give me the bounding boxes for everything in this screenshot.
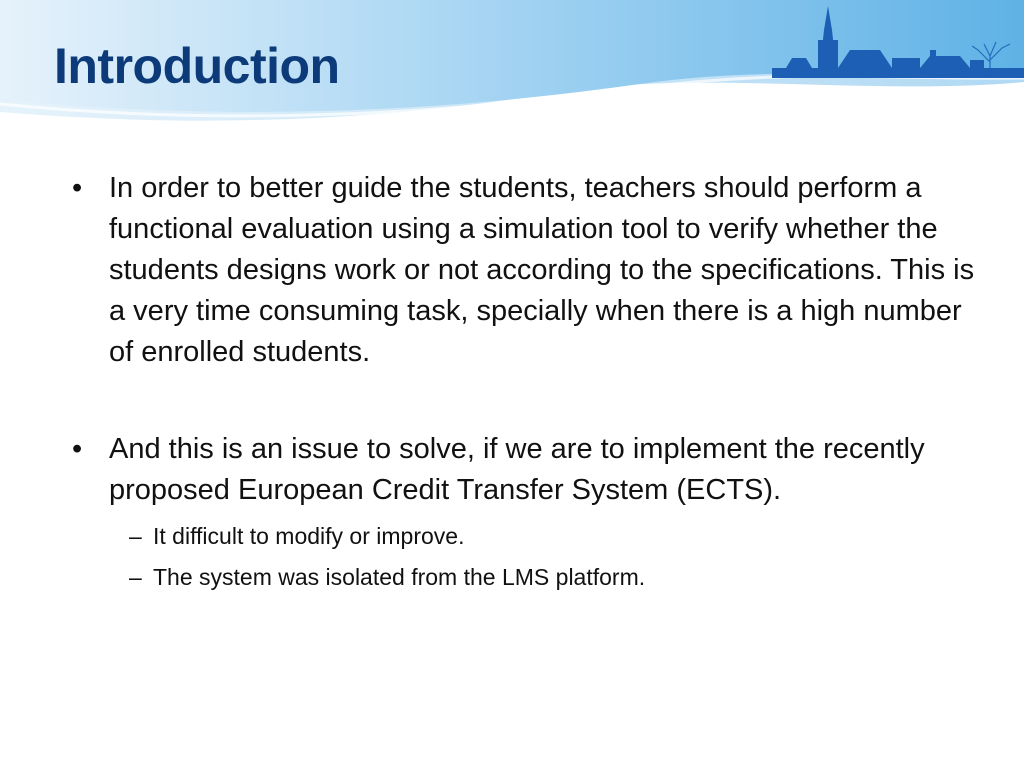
sub-bullet-text: The system was isolated from the LMS platform. (153, 564, 646, 590)
bullet-marker: • (72, 172, 83, 204)
bullet-item (72, 429, 992, 598)
sub-bullet-marker: – (129, 523, 142, 549)
bullet-text: And this is an issue to solve, if we are to implement the recently proposed European Credit Transfer System (ECTS). (109, 433, 925, 506)
bullet-item (72, 168, 992, 373)
sub-bullet-marker: – (129, 564, 142, 590)
bullet-text: In order to better guide the students, teachers should perform a functional evaluation using a simulation tool to verify whether the students designs work or not according to the specifications. This is a very time consuming task, specially when there is a high number of enrolled students. (109, 172, 975, 368)
sub-bullet-text: It difficult to modify or improve. (153, 523, 465, 549)
bullet-marker: • (72, 433, 83, 465)
sub-bullet-item (109, 557, 992, 598)
slide-content (72, 168, 992, 598)
sub-bullet-item (109, 516, 992, 557)
slide-title: Introduction (54, 38, 340, 94)
sub-bullet-list (109, 516, 992, 598)
